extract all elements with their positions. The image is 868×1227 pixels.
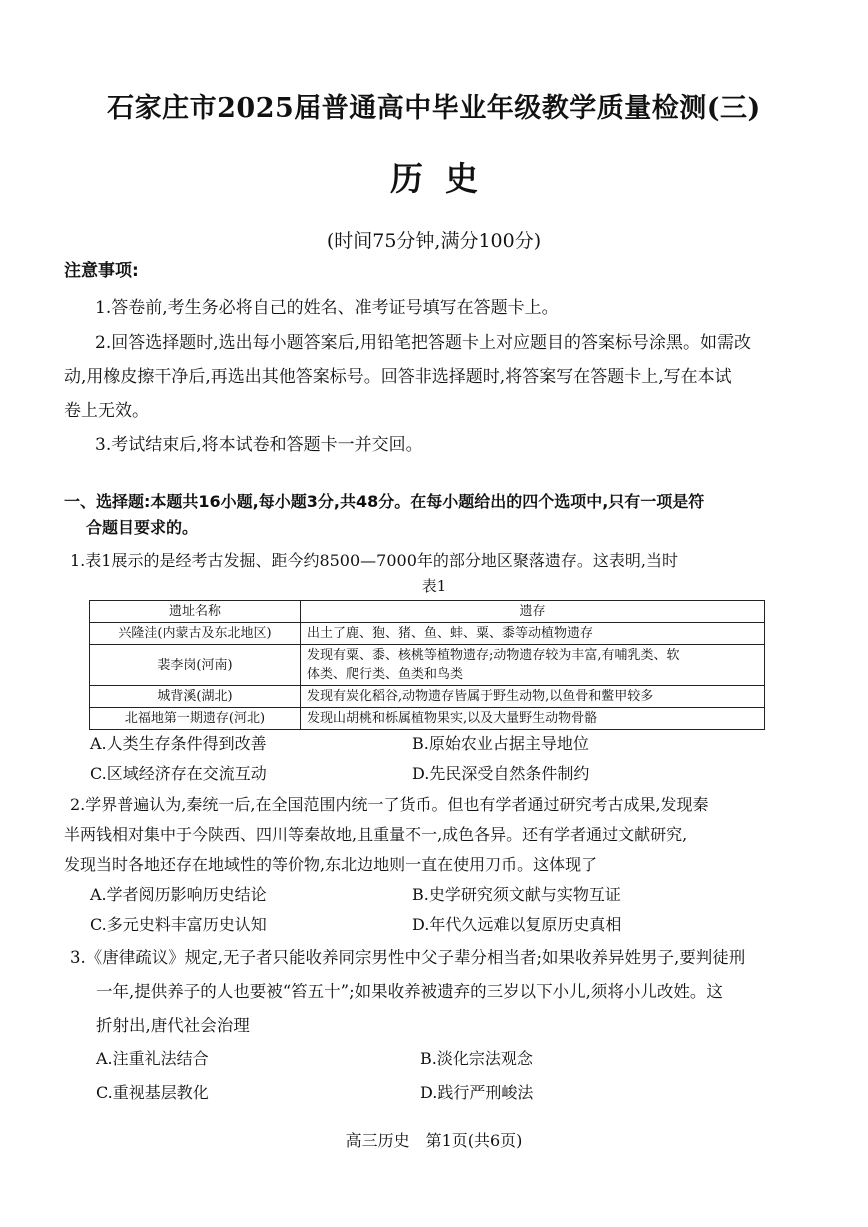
- q2-option-d: D.年代久远难以复原历史真相: [412, 915, 622, 934]
- notice-heading: 注意事项:: [64, 261, 139, 281]
- notice-item-2-line-2: 动,用橡皮擦干净后,再选出其他答案标号。回答非选择题时,将答案写在答题卡上,写在本试: [64, 367, 732, 387]
- exam-title: 石家庄市2025届普通高中毕业年级教学质量检测(三): [107, 93, 761, 124]
- q3-option-c: C.重视基层教化: [96, 1083, 209, 1102]
- column-header-remains: 遗存: [301, 601, 765, 623]
- q3-option-b: B.淡化宗法观念: [420, 1049, 533, 1068]
- q2-option-c: C.多元史料丰富历史认知: [90, 915, 267, 934]
- question-2-line-1: 2.学界普遍认为,秦统一后,在全国范围内统一了货币。但也有学者通过研究考古成果,发现秦: [70, 795, 709, 814]
- q3-option-d: D.践行严刑峻法: [420, 1083, 534, 1102]
- section-heading-line-2: 合题目要求的。: [86, 518, 199, 537]
- question-3-line-1: 3.《唐律疏议》规定,无子者只能收养同宗男性中父子辈分相当者;如果收养异姓男子,要判徒刑: [70, 948, 746, 967]
- remains-line: 体类、爬行类、鱼类和鸟类: [307, 667, 464, 682]
- site-remains: 发现有炭化稻谷,动物遗存皆属于野生动物,以鱼骨和鳖甲较多: [301, 686, 765, 708]
- q1-option-d: D.先民深受自然条件制约: [412, 764, 590, 783]
- relics-table: [89, 600, 765, 730]
- section-heading-line-1: 一、选择题:本题共16小题,每小题3分,共48分。在每小题给出的四个选项中,只有一项是符: [64, 492, 705, 511]
- site-name: 裴李岗(河南): [90, 645, 301, 686]
- q2-option-a: A.学者阅历影响历史结论: [90, 885, 267, 904]
- notice-item-2-line-3: 卷上无效。: [64, 401, 149, 421]
- site-remains: 出土了鹿、狍、猪、鱼、蚌、粟、黍等动植物遗存: [301, 623, 765, 645]
- time-info: (时间75分钟,满分100分): [326, 230, 542, 252]
- q1-option-a: A.人类生存条件得到改善: [90, 734, 267, 753]
- table-row: [90, 645, 765, 686]
- notice-item-1: 1.答卷前,考生务必将自己的姓名、准考证号填写在答题卡上。: [95, 298, 559, 318]
- remains-line: 发现有粟、黍、核桃等植物遗存;动物遗存较为丰富,有哺乳类、软: [307, 648, 680, 663]
- question-2-line-2: 半两钱相对集中于今陕西、四川等秦故地,且重量不一,成色各异。还有学者通过文献研究,: [64, 825, 688, 844]
- site-remains: [301, 645, 765, 686]
- subject-title: 历史: [390, 159, 500, 198]
- q1-option-c: C.区域经济存在交流互动: [90, 764, 267, 783]
- column-header-site: 遗址名称: [90, 601, 301, 623]
- table-row: [90, 708, 765, 730]
- notice-item-3: 3.考试结束后,将本试卷和答题卡一并交回。: [95, 435, 423, 455]
- page-footer: 高三历史 第1页(共6页): [345, 1131, 523, 1150]
- question-3-line-2: 一年,提供养子的人也要被“笞五十”;如果收养被遗弃的三岁以下小儿,须将小儿改姓。这: [96, 982, 723, 1001]
- site-name: 北福地第一期遗存(河北): [90, 708, 301, 730]
- table-row: [90, 623, 765, 645]
- table-row: [90, 686, 765, 708]
- table-header-row: [90, 601, 765, 623]
- notice-item-2-line-1: 2.回答选择题时,选出每小题答案后,用铅笔把答题卡上对应题目的答案标号涂黑。如需改: [95, 333, 752, 353]
- question-1-stem: 1.表1展示的是经考古发掘、距今约8500—7000年的部分地区聚落遗存。这表明,当时: [70, 551, 678, 570]
- question-3-line-3: 折射出,唐代社会治理: [96, 1016, 250, 1035]
- site-name: 城背溪(湖北): [90, 686, 301, 708]
- question-2-line-3: 发现当时各地还存在地域性的等价物,东北边地则一直在使用刀币。这体现了: [64, 855, 598, 874]
- site-remains: 发现山胡桃和栎属植物果实,以及大量野生动物骨骼: [301, 708, 765, 730]
- table-caption: 表1: [421, 577, 447, 595]
- q1-option-b: B.原始农业占据主导地位: [412, 734, 589, 753]
- site-name: 兴隆洼(内蒙古及东北地区): [90, 623, 301, 645]
- q3-option-a: A.注重礼法结合: [96, 1049, 209, 1068]
- q2-option-b: B.史学研究须文献与实物互证: [412, 885, 621, 904]
